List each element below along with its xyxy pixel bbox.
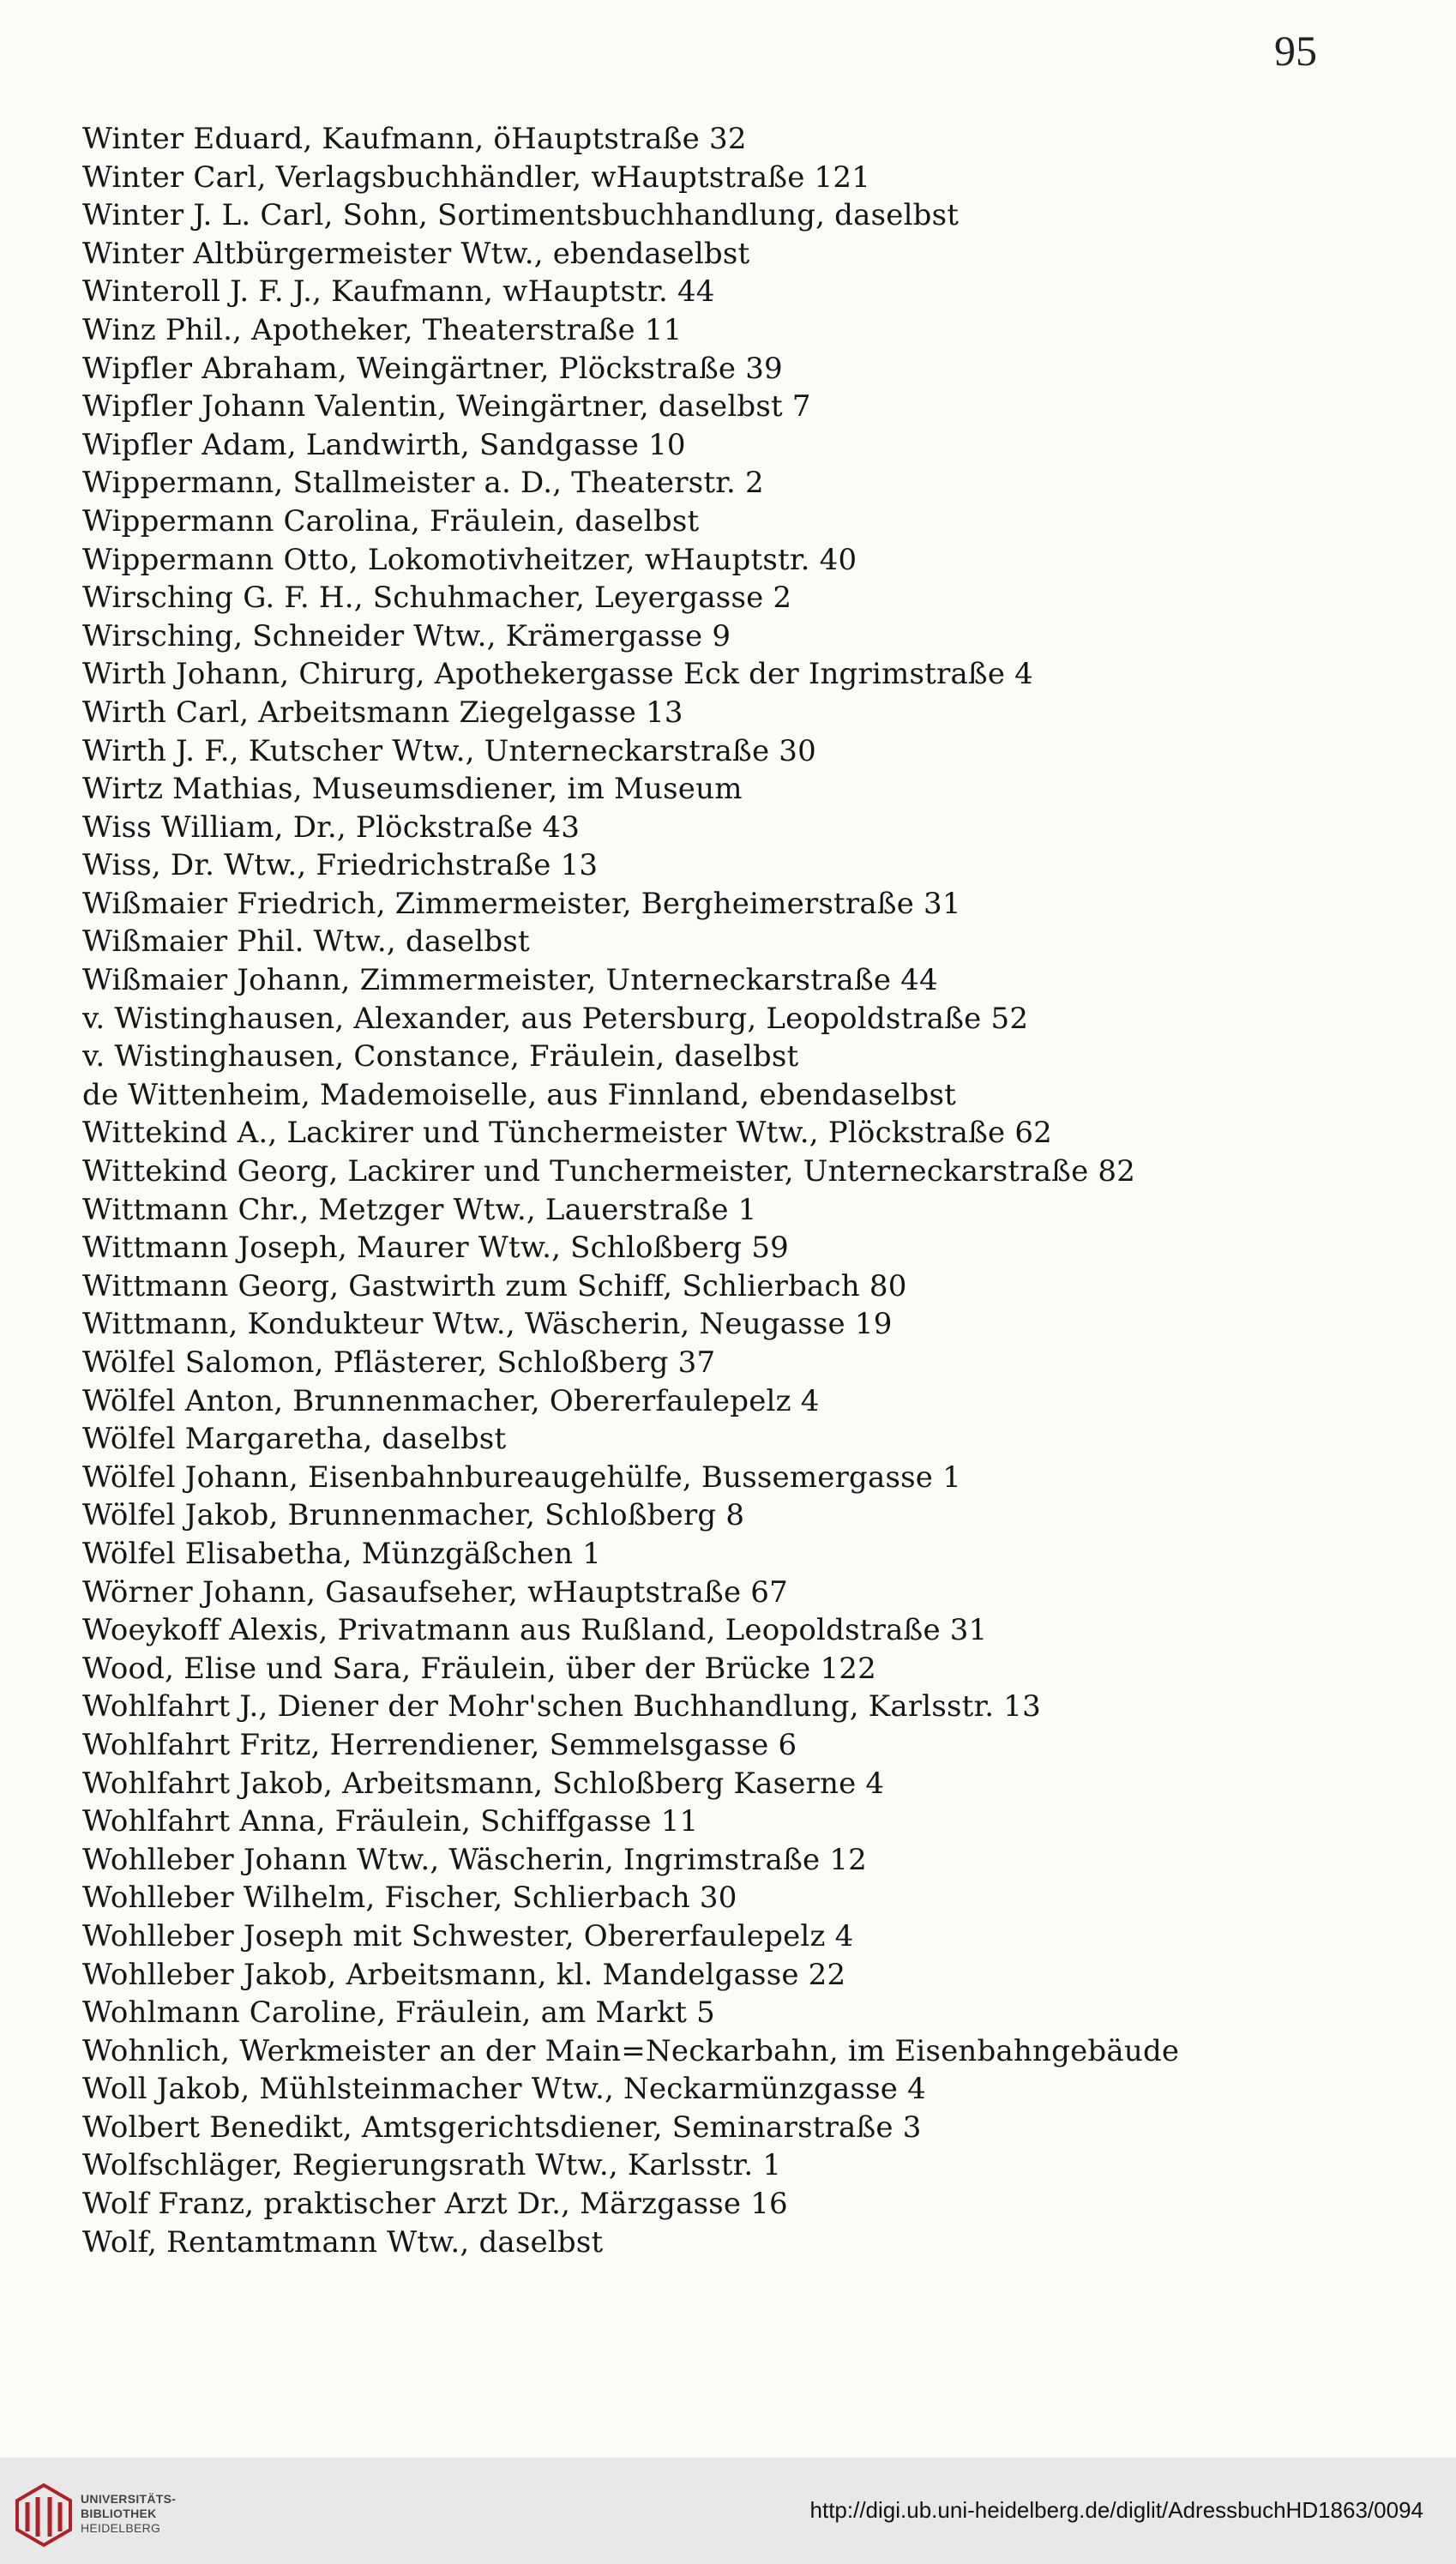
directory-entry: Wippermann Carolina, Fräulein, daselbst bbox=[82, 503, 700, 539]
directory-entry: Wölfel Margaretha, daselbst bbox=[82, 1422, 507, 1457]
directory-entry: Woll Jakob, Mühlsteinmacher Wtw., Neckarmünzgasse 4 bbox=[82, 2072, 926, 2107]
directory-entry: Wirth Carl, Arbeitsmann Ziegelgasse 13 bbox=[82, 695, 683, 730]
directory-entry: Wittmann, Kondukteur Wtw., Wäscherin, Neugasse 19 bbox=[82, 1307, 893, 1342]
source-url-link[interactable]: http://digi.ub.uni-heidelberg.de/diglit/AdressbuchHD1863/0094 bbox=[809, 2497, 1423, 2523]
directory-entry: Wippermann, Stallmeister a. D., Theaterstr. 2 bbox=[82, 466, 764, 501]
directory-entry: Winter Eduard, Kaufmann, öHauptstraße 32 bbox=[82, 122, 747, 156]
directory-entry: Wohlmann Caroline, Fräulein, am Markt 5 bbox=[82, 1995, 715, 2031]
directory-entry: Wohlfahrt Fritz, Herrendiener, Semmelsgasse 6 bbox=[82, 1727, 797, 1762]
directory-entry: Wißmaier Johann, Zimmermeister, Unterneckarstraße 44 bbox=[82, 963, 938, 998]
directory-entry: de Wittenheim, Mademoiselle, aus Finnland, ebendaselbst bbox=[82, 1077, 956, 1112]
library-logo-icon bbox=[15, 2483, 72, 2547]
directory-entry: v. Wistinghausen, Constance, Fräulein, daselbst bbox=[82, 1039, 799, 1074]
directory-entry: Winter Altbürgermeister Wtw., ebendaselbst bbox=[82, 236, 750, 271]
directory-entry: Wohlfahrt Jakob, Arbeitsmann, Schloßberg Kaserne 4 bbox=[82, 1766, 885, 1801]
directory-entry: Wolf, Rentamtmann Wtw., daselbst bbox=[82, 2224, 604, 2260]
directory-entry: Wippermann Otto, Lokomotivheitzer, wHauptstr. 40 bbox=[82, 542, 857, 577]
directory-entry: Wipfler Abraham, Weingärtner, Plöckstraße 39 bbox=[82, 351, 783, 386]
directory-entry: Wohlleber Wilhelm, Fischer, Schlierbach 30 bbox=[82, 1881, 737, 1916]
directory-entry: Wölfel Johann, Eisenbahnbureaugehülfe, Bussemergasse 1 bbox=[82, 1460, 961, 1495]
directory-entry: Winteroll J. F. J., Kaufmann, wHauptstr. 44 bbox=[82, 274, 715, 310]
directory-entry: v. Wistinghausen, Alexander, aus Petersburg, Leopoldstraße 52 bbox=[82, 1001, 1029, 1036]
directory-entry: Winter J. L. Carl, Sohn, Sortimentsbuchhandlung, daselbst bbox=[82, 198, 960, 233]
directory-entry: Wörner Johann, Gasaufseher, wHauptstraße 67 bbox=[82, 1574, 788, 1610]
directory-entry: Wißmaier Friedrich, Zimmermeister, Bergheimerstraße 31 bbox=[82, 886, 961, 921]
directory-entry: Wohlfahrt Anna, Fräulein, Schiffgasse 11 bbox=[82, 1804, 699, 1839]
directory-entry: Wölfel Jakob, Brunnenmacher, Schloßberg 8 bbox=[82, 1498, 745, 1533]
directory-entry: Wirtz Mathias, Museumsdiener, im Museum bbox=[82, 772, 743, 807]
directory-entry: Wiss, Dr. Wtw., Friedrichstraße 13 bbox=[82, 848, 599, 883]
directory-entry: Wirsching G. F. H., Schuhmacher, Leyergasse 2 bbox=[82, 581, 792, 616]
directory-entry: Wohlleber Jakob, Arbeitsmann, kl. Mandelgasse 22 bbox=[82, 1957, 846, 1992]
directory-entry: Wolbert Benedikt, Amtsgerichtsdiener, Seminarstraße 3 bbox=[82, 2110, 922, 2145]
directory-entry: Winz Phil., Apotheker, Theaterstraße 11 bbox=[82, 312, 683, 347]
directory-entry: Wohlleber Johann Wtw., Wäscherin, Ingrimstraße 12 bbox=[82, 1842, 868, 1877]
library-logo[interactable] bbox=[15, 2483, 187, 2547]
directory-entry: Wirsching, Schneider Wtw., Krämergasse 9 bbox=[82, 618, 731, 653]
directory-entry: Wölfel Elisabetha, Münzgäßchen 1 bbox=[82, 1536, 602, 1571]
directory-entry: Wittmann Georg, Gastwirth zum Schiff, Schlierbach 80 bbox=[82, 1268, 907, 1303]
directory-entry: Wohlfahrt J., Diener der Mohr'schen Buchhandlung, Karlsstr. 13 bbox=[82, 1689, 1041, 1724]
directory-entry: Winter Carl, Verlagsbuchhändler, wHauptstraße 121 bbox=[82, 159, 871, 195]
directory-entry: Wolfschläger, Regierungsrath Wtw., Karlsstr. 1 bbox=[82, 2148, 782, 2183]
directory-entry: Wölfel Anton, Brunnenmacher, Obererfaulepelz 4 bbox=[82, 1383, 820, 1418]
footer-bar bbox=[0, 2458, 1456, 2564]
directory-entry: Wirth J. F., Kutscher Wtw., Unterneckarstraße 30 bbox=[82, 733, 816, 768]
directory-entry: Wittekind A., Lackirer und Tünchermeister Wtw., Plöckstraße 62 bbox=[82, 1116, 1052, 1151]
directory-entry: Wißmaier Phil. Wtw., daselbst bbox=[82, 924, 530, 960]
directory-entry: Wohnlich, Werkmeister an der Main=Neckarbahn, im Eisenbahngebäude bbox=[82, 2033, 1180, 2068]
directory-entry: Wipfler Johann Valentin, Weingärtner, daselbst 7 bbox=[82, 389, 811, 424]
directory-entry: Wood, Elise und Sara, Fräulein, über der Brücke 122 bbox=[82, 1651, 876, 1686]
directory-entry: Wittmann Joseph, Maurer Wtw., Schloßberg 59 bbox=[82, 1231, 789, 1266]
directory-entry: Wittmann Chr., Metzger Wtw., Lauerstraße 1 bbox=[82, 1192, 757, 1227]
directory-entry: Wohlleber Joseph mit Schwester, Obererfaulepelz 4 bbox=[82, 1918, 854, 1953]
directory-entry: Wölfel Salomon, Pflästerer, Schloßberg 37 bbox=[82, 1345, 716, 1380]
library-logo-text: UNIVERSITÄTS- BIBLIOTHEK HEIDELBERG bbox=[81, 2492, 177, 2535]
directory-entry: Wittekind Georg, Lackirer und Tunchermeister, Unterneckarstraße 82 bbox=[82, 1154, 1136, 1189]
directory-entry: Woeykoff Alexis, Privatmann aus Rußland, Leopoldstraße 31 bbox=[82, 1613, 988, 1648]
page-number: 95 bbox=[1274, 27, 1317, 75]
directory-entry-list bbox=[82, 120, 1394, 2261]
directory-entry: Wiss William, Dr., Plöckstraße 43 bbox=[82, 810, 581, 845]
directory-entry: Wolf Franz, praktischer Arzt Dr., Märzgasse 16 bbox=[82, 2187, 788, 2222]
directory-entry: Wirth Johann, Chirurg, Apothekergasse Eck der Ingrimstraße 4 bbox=[82, 657, 1033, 692]
directory-entry: Wipfler Adam, Landwirth, Sandgasse 10 bbox=[82, 427, 686, 462]
